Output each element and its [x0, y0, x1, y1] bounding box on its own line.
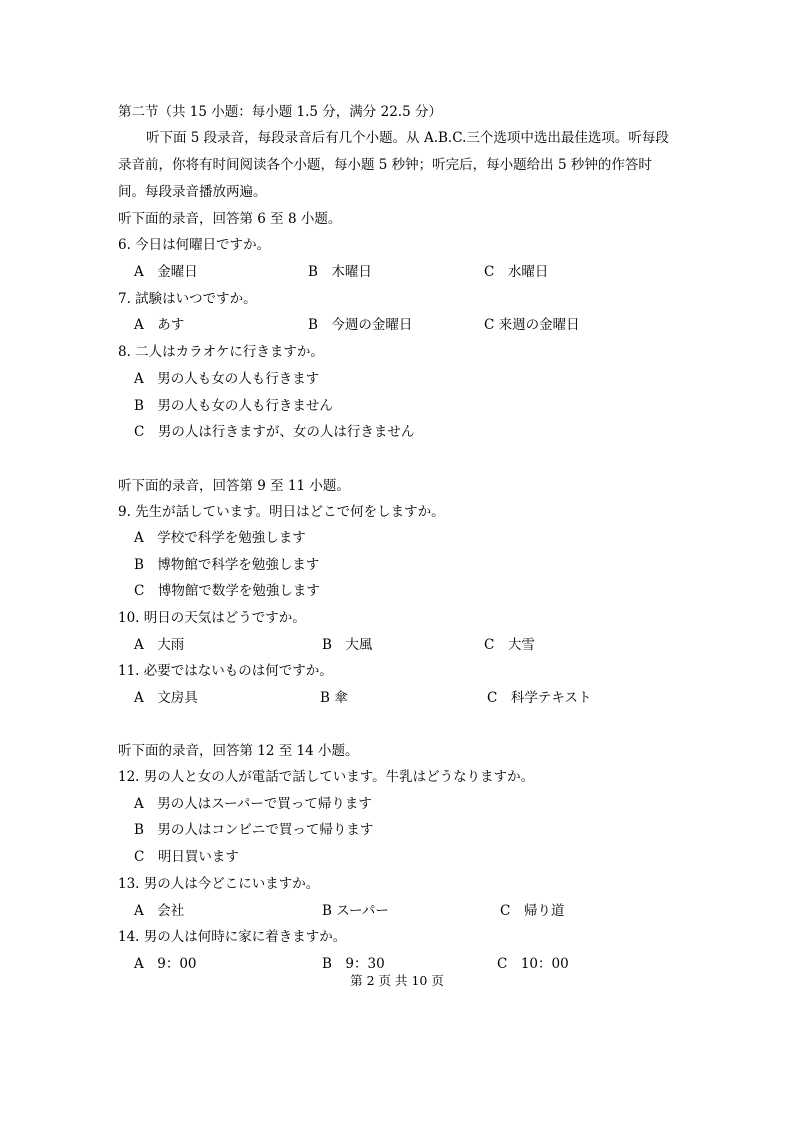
- option-c: C 帰り道: [500, 903, 565, 919]
- question-stem: 13. 男の人は今どこにいますか。: [118, 876, 320, 892]
- section-intro: 听下面的录音，回答第 6 至 8 小题。: [118, 211, 342, 227]
- option-b: B 今週の金曜日: [308, 317, 413, 333]
- option-a: A 学校で科学を勉強します: [134, 530, 306, 546]
- option-b: B スーパー: [322, 903, 389, 919]
- question-stem: 11. 必要ではないものは何ですか。: [118, 663, 333, 679]
- option-a: A 男の人も女の人も行きます: [134, 371, 320, 387]
- page-footer: 第 2 页 共 10 页: [350, 973, 444, 988]
- option-b: B 傘: [320, 690, 348, 706]
- question-stem: 10. 明日の天気はどうですか。: [118, 610, 306, 626]
- section-header: 第二节（共 15 小题：每小题 1.5 分，满分 22.5 分）: [118, 104, 442, 120]
- option-c: C 大雪: [484, 637, 535, 653]
- section-intro: 听下面的录音，回答第 9 至 11 小题。: [118, 478, 350, 494]
- option-c: C 水曜日: [484, 264, 549, 280]
- question-stem: 8. 二人はカラオケに行きますか。: [118, 344, 324, 360]
- question-stem: 7. 試験はいつですか。: [118, 291, 257, 307]
- option-c: C 明日買います: [134, 849, 239, 865]
- option-b: B 男の人も女の人も行きません: [134, 398, 333, 414]
- option-c: C 博物館で数学を勉強します: [134, 583, 320, 599]
- option-a: A 大雨: [134, 637, 185, 653]
- option-c: C 10：00: [497, 956, 569, 972]
- option-c: C 来週の金曜日: [484, 317, 580, 333]
- option-b: B 博物館で科学を勉強します: [134, 557, 320, 573]
- option-b: B 9：30: [322, 956, 385, 972]
- question-stem: 6. 今日は何曜日ですか。: [118, 237, 271, 253]
- question-stem: 12. 男の人と女の人が電話で話しています。牛乳はどうなりますか。: [118, 769, 535, 785]
- option-a: A あす: [134, 317, 185, 333]
- option-b: B 木曜日: [308, 264, 372, 280]
- option-b: B 男の人はコンビニで買って帰ります: [134, 822, 374, 838]
- question-stem: 14. 男の人は何時に家に着きますか。: [118, 929, 347, 945]
- option-a: A 9：00: [134, 956, 197, 972]
- option-a: A 金曜日: [134, 264, 198, 280]
- option-c: C 科学テキスト: [487, 690, 592, 706]
- option-a: A 文房具: [134, 690, 198, 706]
- question-stem: 9. 先生が話しています。明日はどこで何をしますか。: [118, 504, 445, 520]
- option-a: A 男の人はスーパーで買って帰ります: [134, 796, 372, 812]
- option-c: C 男の人は行きますが、女の人は行きません: [134, 424, 415, 440]
- option-a: A 会社: [134, 903, 185, 919]
- option-b: B 大風: [322, 637, 373, 653]
- section-intro: 听下面的录音，回答第 12 至 14 小题。: [118, 743, 359, 759]
- instructions-paragraph: 听下面 5 段录音，每段录音后有几个小题。从 A.B.C.三个选项中选出最佳选项。听每段录音前，你将有时间阅读各个小题，每小题 5 秒钟；听完后，每小题给出 5 秒钟的作答时间。每段录音播放两遍。: [118, 130, 669, 200]
